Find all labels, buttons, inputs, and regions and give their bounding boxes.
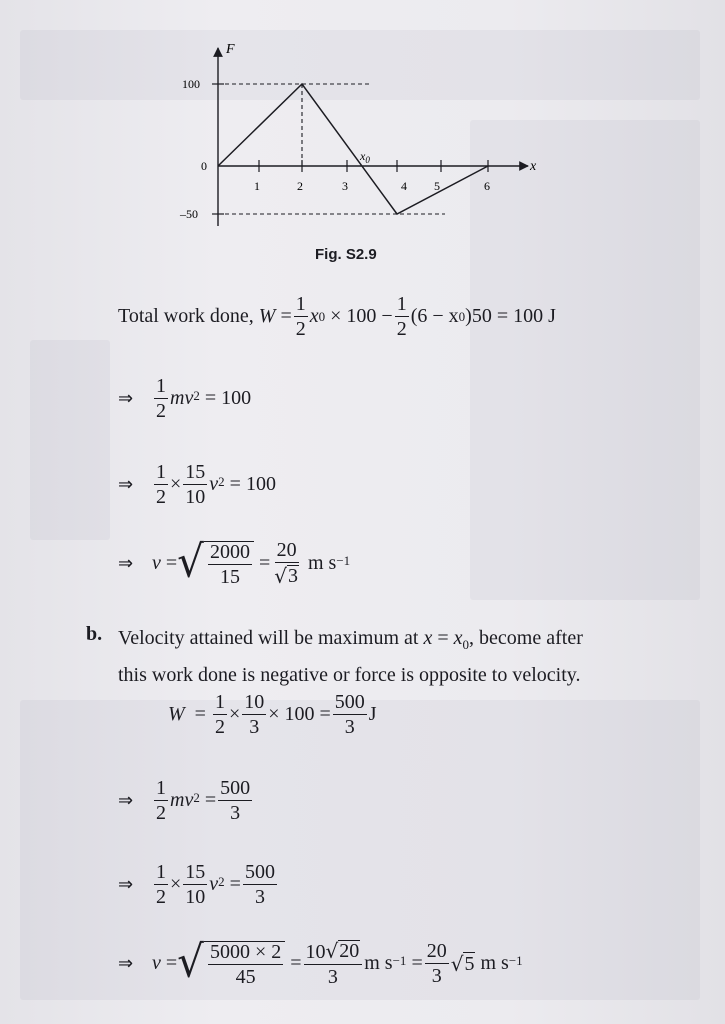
unit: J [368, 703, 377, 725]
velocity-equation-1 [118, 535, 351, 588]
times-sign: × [170, 873, 182, 895]
expression-part: × 100 = [268, 703, 331, 725]
force-curve [218, 84, 488, 214]
velocity-equation-2 [118, 935, 523, 988]
half-fraction: $\frac{1}{2}$ [396, 293, 407, 340]
bleed-through-smudge [30, 340, 110, 540]
mv-symbol: mv [170, 387, 194, 409]
part-b-text [118, 623, 718, 690]
implies-arrow: ⇒ [118, 953, 134, 974]
result-fraction: $\frac{500}{3}$ [220, 777, 251, 824]
implies-arrow: ⇒ [118, 474, 134, 495]
total-work-prefix: Total work done, [118, 305, 254, 327]
x-tick-label: 2 [297, 179, 303, 193]
total-work-equation [118, 294, 556, 339]
expression-part: = 100 [204, 387, 252, 409]
unit-exponent: −1 [508, 952, 523, 968]
equals-sign: = [290, 952, 302, 974]
half-fraction: $\frac{1}{2}$ [156, 777, 166, 824]
v-symbol: v [152, 552, 161, 574]
equals-sign: = [280, 305, 292, 327]
unit: m s [307, 552, 337, 574]
part-b-label: b. [86, 623, 103, 645]
half-fraction: $\frac{1}{2}$ [156, 461, 166, 508]
work-symbol: W [258, 305, 276, 327]
equals-sign: = [165, 952, 178, 974]
root-five: √ 5 [450, 951, 475, 976]
work-equation-2 [168, 692, 377, 737]
square-root: √ $\frac{5000 \times 2}{45}$ [177, 941, 285, 987]
x0-label: $x_0$ [360, 149, 370, 165]
result-fraction: $\frac{500}{3}$ [334, 691, 365, 738]
x-tick-label: 3 [342, 179, 348, 193]
equals-sign: = [204, 789, 217, 811]
half-fraction: $\frac{1}{2}$ [156, 375, 166, 422]
equals-sign: = [165, 552, 178, 574]
x0-subscript: 0 [458, 308, 466, 324]
half-fraction: $\frac{1}{2}$ [214, 691, 225, 738]
expression-part: = 100 [229, 473, 276, 495]
final-fraction: $\frac{20}{3}$ [426, 940, 447, 987]
figure-caption: Fig. S2.9 [315, 246, 377, 263]
kinetic-energy-equation-4 [118, 862, 279, 907]
expression-part: (6 − x [410, 305, 459, 327]
y-tick-label: 100 [182, 77, 200, 91]
v-symbol: v [209, 873, 219, 895]
unit: m s [364, 952, 393, 974]
kinetic-energy-equation-1 [118, 376, 251, 421]
expression-part: )50 = 100 J [465, 305, 556, 327]
x0-fraction: $\frac{10}{3}$ [244, 691, 265, 738]
middle-fraction: 10 √ 20 3 [304, 940, 363, 987]
half-fraction: $\frac{1}{2}$ [295, 293, 306, 340]
y-axis-label: F [226, 42, 235, 57]
half-fraction: $\frac{1}{2}$ [156, 861, 166, 908]
equals-sign: = [258, 552, 271, 574]
mass-fraction: $\frac{15}{10}$ [185, 461, 206, 508]
exponent: 2 [193, 387, 200, 403]
x-tick-label: 1 [254, 179, 260, 193]
mv-symbol: mv [170, 789, 194, 811]
x0-subscript: 0 [318, 308, 326, 324]
y-tick-label: –50 [180, 207, 198, 221]
v-symbol: v [152, 952, 161, 974]
y-tick-label: 0 [201, 159, 207, 173]
implies-arrow: ⇒ [118, 553, 134, 574]
exponent: 2 [218, 473, 225, 489]
part-b-line-1: Velocity attained will be maximum at $x = x_0$, become after [118, 627, 583, 652]
force-displacement-graph [0, 30, 725, 270]
implies-arrow: ⇒ [118, 874, 134, 895]
equals-sign: = [194, 703, 206, 725]
work-symbol: W [168, 703, 185, 725]
unit: m s [480, 952, 509, 974]
exponent: 2 [218, 873, 225, 889]
kinetic-energy-equation-3 [118, 778, 254, 823]
implies-arrow: ⇒ [118, 790, 134, 811]
equals-sign: = [229, 873, 241, 895]
implies-arrow: ⇒ [118, 388, 134, 409]
x-tick-label: 6 [484, 179, 490, 193]
part-b-line-2: this work done is negative or force is opposite to velocity. [118, 664, 581, 686]
v-symbol: v [209, 473, 219, 495]
square-root: √ $\frac{2000}{15}$ [177, 541, 254, 587]
times-sign: × [170, 473, 182, 495]
result-fraction: 20 √ 3 [274, 539, 298, 588]
exponent: 2 [193, 789, 200, 805]
kinetic-energy-equation-2 [118, 462, 276, 507]
result-fraction: $\frac{500}{3}$ [244, 861, 275, 908]
mass-fraction: $\frac{15}{10}$ [185, 861, 206, 908]
x-tick-label: 5 [434, 179, 440, 193]
x-axis-label: x [530, 159, 537, 174]
unit-exponent: −1 [392, 952, 407, 968]
expression-part: × 100 − [330, 305, 393, 327]
times-sign: × [228, 703, 241, 725]
unit-exponent: −1 [336, 552, 351, 568]
x0-symbol: x [309, 305, 319, 327]
equals-sign: = [411, 952, 423, 974]
x-tick-label: 4 [401, 179, 407, 193]
